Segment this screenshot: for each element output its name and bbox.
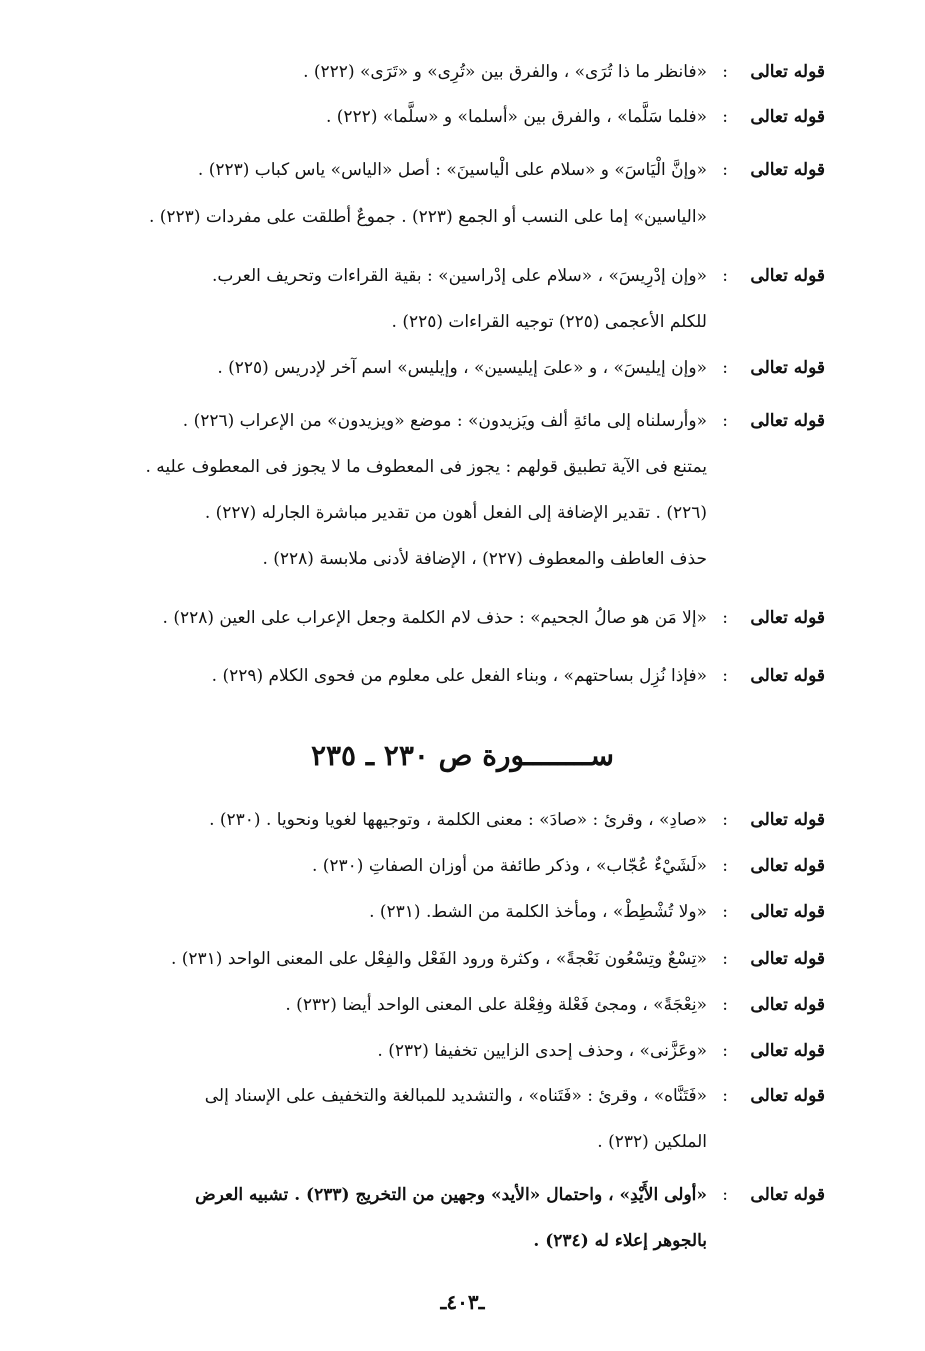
entry-text xyxy=(50,348,707,388)
page-number: ـ٤٠٣ـ xyxy=(440,1290,485,1314)
entry-text xyxy=(50,939,707,979)
entry-line: «وإن إيليسَ» ، و «علىَ إيليسين» ، وإيليس» اسم آخر لإدريس (٢٢٥) . xyxy=(217,358,707,378)
entry-line: حذف العاطف والمعطوف (٢٢٧) ، الإضافة لأدنى ملابسة (٢٢٨) . xyxy=(262,549,707,569)
entry-line: «تِسْعٌ وتِسْعُون نَعْجةً» ، وكثرة ورود الفَعْل والفِعْل على المعنى الواحد (٢٣١) . xyxy=(170,949,707,969)
entry-text xyxy=(50,656,707,696)
entry-line: «فَتَنَّاه» ، وقرئ : «فَتَناه» ، والتشديد للمبالغة والتخفيف على الإسناد إلى xyxy=(204,1086,707,1106)
entry-text xyxy=(50,147,707,241)
entry-line: «فإذا نُزِل بساحتهم» ، وبناء الفعل على معلوم من فحوى الكلام (٢٢٩) . xyxy=(211,666,707,686)
entry-line: «وإن إدْرِيسَ» ، «سلام على إدْراسين» : بقية القراءات وتحريف العرب. xyxy=(212,266,707,286)
label-colon: : xyxy=(722,666,728,686)
label-colon: : xyxy=(722,856,728,876)
entry-line: «إلا مَن هو صالُ الجحيم» : حذف لام الكلمة وجعل الإعراب على العين (٢٢٨) . xyxy=(162,608,707,628)
label-colon: : xyxy=(722,949,728,969)
label-colon: : xyxy=(722,411,728,431)
entry-line: «وأرسلناه إلى مائةِ ألف ويَزيدون» : موضع «ويزيدون» من الإعراب (٢٢٦) . xyxy=(182,411,707,431)
section-heading: ســــــــورة ص ٢٣٠ ـ ٢٣٥ xyxy=(310,739,615,772)
entry-label: قوله تعالى xyxy=(750,949,825,969)
label-colon: : xyxy=(722,1086,728,1106)
entry xyxy=(50,348,825,388)
entry-line: «فلما سَلَّما» ، والفرق بين «أسلما» و «سلَّما» (٢٢٢) . xyxy=(325,107,707,127)
entry-label: قوله تعالى xyxy=(750,1086,825,1106)
entry-line: «فانظر ما ذا تُرَى» ، والفرق بين «تُرِى» و «تَرَى» (٢٢٢) . xyxy=(303,62,707,82)
entry xyxy=(50,97,825,137)
entry xyxy=(50,1076,825,1164)
entry-line: بالجوهر إعلاء له (٢٣٤) . xyxy=(533,1231,707,1251)
entry-label: قوله تعالى xyxy=(750,160,825,180)
entry-text xyxy=(50,398,707,582)
entry-line: «وإنَّ الْيَاسَ» و «سلام على الْياسينَ» : أصل «الياس» ياس كباب (٢٢٣) . xyxy=(197,160,707,180)
entry xyxy=(50,256,825,344)
entry xyxy=(50,52,825,92)
entry xyxy=(50,892,825,932)
label-colon: : xyxy=(722,810,728,830)
entry xyxy=(50,985,825,1025)
entry-label: قوله تعالى xyxy=(750,266,825,286)
entry-line: يمتنع فى الآية تطبيق قولهم : يجوز فى المعطوف ما لا يجوز فى المعطوف عليه . xyxy=(145,457,707,477)
entry xyxy=(50,939,825,979)
entry-line: الملكين (٢٣٢) . xyxy=(597,1132,707,1152)
entry-line: للكلم الأعجمى (٢٢٥) توجيه القراءات (٢٢٥) . xyxy=(391,312,707,332)
entry xyxy=(50,401,825,587)
label-colon: : xyxy=(722,107,728,127)
entry-label: قوله تعالى xyxy=(750,1185,825,1205)
entry-label: قوله تعالى xyxy=(750,1041,825,1061)
label-colon: : xyxy=(722,1185,728,1205)
label-colon: : xyxy=(722,62,728,82)
entry-label: قوله تعالى xyxy=(750,62,825,82)
entry-text xyxy=(50,52,707,92)
entry-text xyxy=(50,892,707,932)
entry-label: قوله تعالى xyxy=(750,902,825,922)
label-colon: : xyxy=(722,902,728,922)
entry-label: قوله تعالى xyxy=(750,666,825,686)
entry-line: «لَشَيْءٌ عُجّاب» ، وذكر طائفة من أوزان الصفاتِ (٢٣٠) . xyxy=(311,856,707,876)
entry-label: قوله تعالى xyxy=(750,995,825,1015)
entry-text xyxy=(50,800,707,840)
entry xyxy=(50,598,825,638)
entry-text xyxy=(50,253,707,345)
entry-line: «نِعْجَةً» ، ومجئ فَعْلة وفِعْلة على المعنى الواحد أيضا (٢٣٢) . xyxy=(285,995,707,1015)
entry-text xyxy=(50,598,707,638)
label-colon: : xyxy=(722,995,728,1015)
entry xyxy=(50,1175,825,1263)
entry-text xyxy=(50,846,707,886)
entry xyxy=(50,800,825,840)
entry-text xyxy=(50,1172,707,1264)
entry-label: قوله تعالى xyxy=(750,107,825,127)
entry-label: قوله تعالى xyxy=(750,411,825,431)
entry-label: قوله تعالى xyxy=(750,358,825,378)
entry xyxy=(50,846,825,886)
label-colon: : xyxy=(722,266,728,286)
entry-line: «صادِ» ، وقرئ : «صادَ» : معنى الكلمة ، وتوجيهها لغويا ونحويا . (٢٣٠) . xyxy=(209,810,707,830)
entry-line: «أولى الأَيْدِ» ، واحتمال «الأيد» وجهين من التخريج (٢٣٣) . تشبيه العرض xyxy=(195,1185,707,1205)
entry-line: «وعَزَّنى» ، وحذف إحدى الزايين تخفيفا (٢٣٢) . xyxy=(377,1041,707,1061)
entry-line: «الياسين» إما على النسب أو الجمع (٢٢٣) . جموعٌ أطلقت على مفردات (٢٢٣) . xyxy=(148,207,707,227)
entry-label: قوله تعالى xyxy=(750,856,825,876)
entry-text xyxy=(50,1073,707,1165)
entry-text xyxy=(50,1031,707,1071)
entry-text xyxy=(50,985,707,1025)
label-colon: : xyxy=(722,160,728,180)
entry xyxy=(50,656,825,696)
entry-label: قوله تعالى xyxy=(750,810,825,830)
entry xyxy=(50,1031,825,1071)
entry-line: (٢٢٦) . تقدير الإضافة إلى الفعل أهون من تقدير مباشرة الجارله (٢٢٧) . xyxy=(204,503,707,523)
label-colon: : xyxy=(722,1041,728,1061)
label-colon: : xyxy=(722,608,728,628)
label-colon: : xyxy=(722,358,728,378)
entry xyxy=(50,150,825,238)
entry-label: قوله تعالى xyxy=(750,608,825,628)
entry-text xyxy=(50,97,707,137)
entry-line: «ولا تُشْطِطْ» ، ومأخذ الكلمة من الشط. (٢٣١) . xyxy=(369,902,707,922)
